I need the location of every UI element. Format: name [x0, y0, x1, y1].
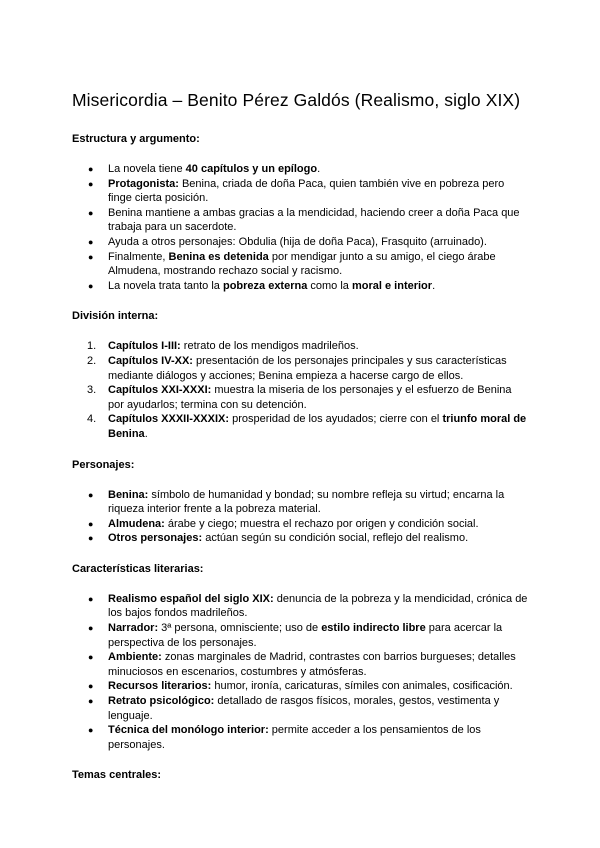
text-run: . — [144, 427, 148, 440]
text-run: Benina, criada de doña Paca, quien también vive en pobreza pero finge cierta posición. — [108, 177, 505, 205]
list-item — [72, 162, 528, 177]
bold-text: Narrador: — [108, 622, 159, 635]
section-heading: Temas centrales: — [72, 769, 162, 782]
bold-text: triunfo moral de Benina — [108, 413, 527, 440]
text-run: retrato de los mendigos madrileños. — [180, 340, 359, 353]
text-run: por mendigar junto a su amigo, el ciego árabe Almudena, mostrando rechazo social y racismo. — [108, 250, 496, 278]
text-run: Ayuda a otros personajes: Obdulia (hija de doña Paca), Frasquito (arruinado). — [108, 235, 487, 248]
list-item — [72, 206, 528, 235]
document-title: Misericordia – Benito Pérez Galdós (Realismo, siglo XIX) — [72, 90, 521, 110]
text-run: presentación de los personajes principales y sus características mediante diálogos y acciones; Benina empieza a hacerse cargo de ellos. — [108, 354, 507, 382]
bold-text: Ambiente: — [108, 651, 162, 664]
list-item — [72, 679, 528, 694]
list-item — [72, 235, 528, 250]
text-run: Benina mantiene a ambas gracias a la mendicidad, haciendo creer a doña Paca que trabaja para un sacerdote. — [108, 206, 520, 234]
bold-text: 40 capítulos y un epílogo — [185, 163, 318, 175]
list-item — [72, 517, 528, 532]
bold-text: Capítulos I-III: — [108, 340, 181, 353]
text-run: como la — [307, 279, 352, 292]
bold-text: Protagonista: — [108, 177, 179, 190]
list-item — [72, 177, 528, 206]
text-run: Finalmente, — [108, 250, 169, 263]
bold-text: pobreza externa — [222, 279, 308, 292]
bold-text: Otros personajes: — [108, 532, 203, 545]
list-item — [72, 279, 528, 294]
list-item — [72, 383, 528, 412]
list-number: 2. — [87, 354, 97, 367]
list-item — [72, 412, 528, 441]
bold-text: Benina es detenida — [168, 250, 269, 263]
section-heading: Personajes: — [72, 458, 135, 471]
bold-text: Capítulos IV-XX: — [108, 354, 193, 367]
list-item — [72, 488, 528, 517]
list-item — [72, 723, 528, 752]
list-item — [72, 592, 528, 621]
text-run: para acercar la perspectiva de los personajes. — [108, 622, 503, 649]
text-run: muestra la miseria de los personajes y el esfuerzo de Benina por ayudarlos; termina con su detención. — [108, 384, 512, 411]
list-item — [72, 694, 528, 723]
text-run: . — [317, 163, 321, 175]
list-item — [72, 354, 528, 383]
text-run: 3ª persona, omnisciente; uso de — [158, 622, 322, 635]
text-run: zonas marginales de Madrid, contrastes con barrios burgueses; detalles minuciosos en escenarios, costumbres y atmósferas. — [108, 651, 516, 678]
document-content — [72, 88, 528, 798]
bold-text: estilo indirecto libre — [321, 622, 426, 635]
text-run: denuncia de la pobreza y la mendicidad, crónica de los bajos fondos madrileños. — [108, 592, 528, 620]
text-run: humor, ironía, caricaturas, símiles con animales, cosificación. — [211, 680, 513, 693]
bold-text: Técnica del monólogo interior: — [108, 724, 269, 737]
text-run: árabe y ciego; muestra el rechazo por origen y condición social. — [164, 517, 479, 530]
section-heading: División interna: — [72, 310, 159, 323]
bullet-list — [72, 592, 528, 753]
text-run: La novela tiene — [108, 163, 186, 175]
bold-text: Almudena: — [108, 517, 165, 530]
text-run: permite acceder a los pensamientos de los personajes. — [108, 724, 481, 751]
list-item — [72, 621, 528, 650]
text-run: símbolo de humanidad y bondad; su nombre refleja su virtud; encarna la riqueza interior frente a la pobreza material. — [108, 488, 505, 516]
section-heading: Estructura y argumento: — [72, 133, 200, 145]
list-number: 4. — [87, 413, 97, 426]
text-run: . — [432, 279, 436, 292]
text-run: actúan según su condición social, reflejo del realismo. — [202, 532, 469, 545]
bullet-list — [72, 162, 528, 293]
list-item — [72, 531, 528, 546]
bold-text: moral e interior — [351, 279, 433, 292]
text-run: prosperidad de los ayudados; cierre con el — [229, 413, 443, 426]
list-item — [72, 339, 528, 354]
list-number: 3. — [87, 384, 97, 397]
bold-text: Recursos literarios: — [108, 680, 212, 693]
bold-text: Benina: — [108, 488, 149, 501]
bold-text: Realismo español del siglo XIX: — [108, 592, 274, 605]
bold-text: Capítulos XXXII-XXXIX: — [108, 413, 230, 426]
text-run: detallado de rasgos físicos, morales, gestos, vestimenta y lenguaje. — [108, 695, 500, 722]
bold-text: Retrato psicológico: — [108, 695, 215, 708]
bullet-list — [72, 488, 528, 546]
text-run: La novela trata tanto la — [108, 279, 223, 292]
section-heading: Características literarias: — [72, 562, 204, 575]
bold-text: Capítulos XXI-XXXI: — [108, 384, 212, 397]
list-item — [72, 650, 528, 679]
numbered-list — [72, 339, 528, 441]
list-item — [72, 250, 528, 279]
list-number: 1. — [87, 340, 97, 353]
